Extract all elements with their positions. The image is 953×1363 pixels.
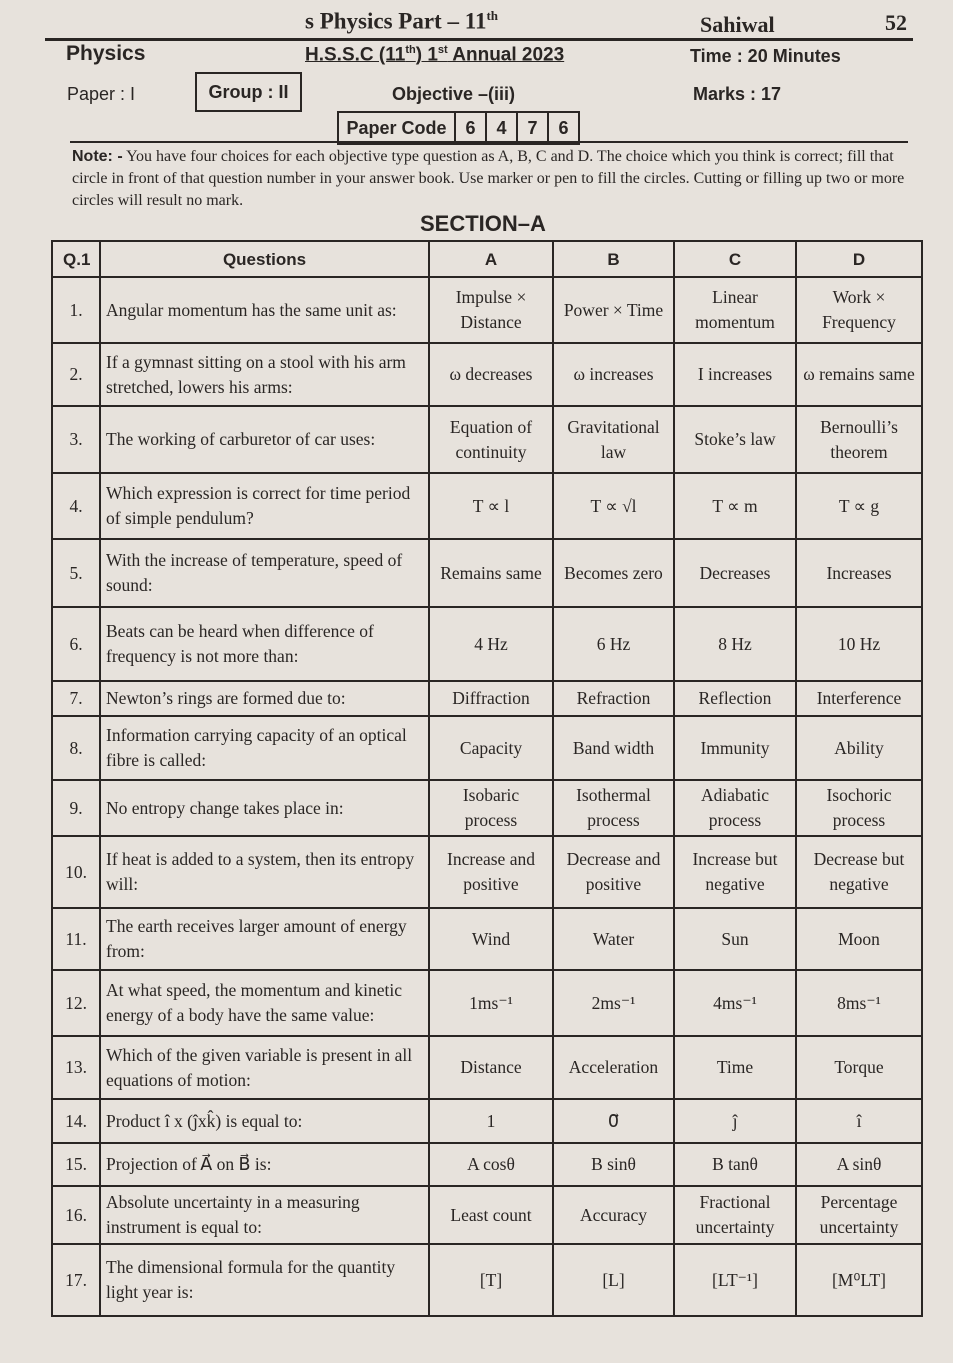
option-d: Increases [796,539,922,607]
question-text: The earth receives larger amount of energy from: [100,908,429,970]
question-number: 5. [52,539,100,607]
question-text: Angular momentum has the same unit as: [100,277,429,343]
page-number: 52 [885,10,907,35]
question-text: At what speed, the momentum and kinetic energy of a body have the same value: [100,970,429,1036]
question-text: Absolute uncertainty in a measuring instrument is equal to: [100,1186,429,1244]
question-text: The working of carburetor of car uses: [100,406,429,473]
header-option-b: B [553,241,674,277]
question-number: 4. [52,473,100,539]
option-d: Percentage uncertainty [796,1186,922,1244]
option-b: Power × Time [553,277,674,343]
option-b: Becomes zero [553,539,674,607]
option-a: ω decreases [429,343,553,406]
group-box: Group : II [195,72,302,112]
option-a: 1 [429,1099,553,1143]
table-row [52,277,922,343]
option-a: Least count [429,1186,553,1244]
option-d: î [796,1099,922,1143]
instructions-note [72,146,907,212]
question-number: 17. [52,1244,100,1316]
table-row [52,539,922,607]
option-d: 10 Hz [796,607,922,681]
header-option-d: D [796,241,922,277]
board-city: Sahiwal [700,12,775,37]
question-number: 14. [52,1099,100,1143]
option-c: Time [674,1036,796,1099]
table-row [52,1186,922,1244]
question-number: 16. [52,1186,100,1244]
option-d: T ∝ g [796,473,922,539]
question-number: 12. [52,970,100,1036]
question-number: 6. [52,607,100,681]
paper-code-digit: 6 [456,113,487,143]
option-a: Isobaric process [429,780,553,836]
questions-table [51,240,923,1317]
option-b: Water [553,908,674,970]
option-c: Reflection [674,681,796,716]
header-qnum: Q.1 [52,241,100,277]
option-c: ĵ [674,1099,796,1143]
option-a: Distance [429,1036,553,1099]
option-b: Refraction [553,681,674,716]
option-b: B sinθ [553,1143,674,1186]
option-a: Wind [429,908,553,970]
option-d: Moon [796,908,922,970]
note-label: Note: - [72,148,123,165]
header-option-a: A [429,241,553,277]
option-c: I increases [674,343,796,406]
option-b: 2ms⁻¹ [553,970,674,1036]
option-a: T ∝ l [429,473,553,539]
option-c: 4ms⁻¹ [674,970,796,1036]
option-d: Torque [796,1036,922,1099]
question-number: 13. [52,1036,100,1099]
option-c: Sun [674,908,796,970]
note-text: You have four choices for each objective type question as A, B, C and D. The choice which you think is correct; fill that circle in front of that question number in your answer book. Use marker or pen to fill the circles. Cutting or filling up two or more circles will result no mark. [72,148,905,209]
option-d: ω remains same [796,343,922,406]
option-c: B tanθ [674,1143,796,1186]
option-a: [T] [429,1244,553,1316]
option-b: Isothermal process [553,780,674,836]
paper-code-box [337,111,580,145]
option-b: 0⃗ [553,1099,674,1143]
option-d: Isochoric process [796,780,922,836]
question-number: 1. [52,277,100,343]
question-number: 11. [52,908,100,970]
table-row [52,406,922,473]
option-b: Accuracy [553,1186,674,1244]
question-number: 8. [52,716,100,780]
header-questions: Questions [100,241,429,277]
option-b: T ∝ √l [553,473,674,539]
option-d: Decrease but negative [796,836,922,908]
table-row [52,970,922,1036]
table-row [52,908,922,970]
question-text: Which of the given variable is present in all equations of motion: [100,1036,429,1099]
option-d: Ability [796,716,922,780]
option-d: [M⁰LT] [796,1244,922,1316]
table-row [52,1244,922,1316]
question-text: No entropy change takes place in: [100,780,429,836]
note-divider [70,141,908,143]
option-b: Gravitational law [553,406,674,473]
table-row [52,681,922,716]
question-number: 7. [52,681,100,716]
option-a: 4 Hz [429,607,553,681]
question-text: Newton’s rings are formed due to: [100,681,429,716]
header-divider [45,38,913,41]
option-d: Interference [796,681,922,716]
question-text: Product î x (ĵxk̂) is equal to: [100,1099,429,1143]
table-row [52,836,922,908]
option-c: Increase but negative [674,836,796,908]
subject-title: Physics [66,42,146,65]
page-header [0,0,953,40]
option-c: Fractional uncertainty [674,1186,796,1244]
book-title: s Physics Part – 11th [305,8,499,34]
option-b: Band width [553,716,674,780]
question-number: 9. [52,780,100,836]
option-c: Linear momentum [674,277,796,343]
question-text: The dimensional formula for the quantity light year is: [100,1244,429,1316]
time-allowed: Time : 20 Minutes [690,46,841,66]
table-row [52,1036,922,1099]
question-number: 15. [52,1143,100,1186]
table-row [52,716,922,780]
paper-code-label: Paper Code [339,113,456,143]
exam-title: H.S.S.C (11th) 1st Annual 2023 [305,44,565,66]
option-b: Acceleration [553,1036,674,1099]
question-text: Which expression is correct for time period of simple pendulum? [100,473,429,539]
paper-code-digit: 7 [518,113,549,143]
option-d: Work × Frequency [796,277,922,343]
paper-code-digit: 6 [558,117,569,138]
section-title: SECTION–A [420,211,546,236]
option-c: [LT⁻¹] [674,1244,796,1316]
question-text: Information carrying capacity of an optical fibre is called: [100,716,429,780]
question-number: 2. [52,343,100,406]
question-text: If heat is added to a system, then its entropy will: [100,836,429,908]
option-b: ω increases [553,343,674,406]
table-row [52,607,922,681]
question-text: Beats can be heard when difference of frequency is not more than: [100,607,429,681]
question-text: With the increase of temperature, speed of sound: [100,539,429,607]
option-a: A cosθ [429,1143,553,1186]
option-c: Adiabatic process [674,780,796,836]
option-c: 8 Hz [674,607,796,681]
option-a: Equation of continuity [429,406,553,473]
option-a: Impulse × Distance [429,277,553,343]
table-row [52,343,922,406]
option-d: 8ms⁻¹ [796,970,922,1036]
option-a: Capacity [429,716,553,780]
question-text: Projection of A⃗ on B⃗ is: [100,1143,429,1186]
question-number: 3. [52,406,100,473]
option-a: Diffraction [429,681,553,716]
paper-code-digit: 4 [487,113,518,143]
option-a: Increase and positive [429,836,553,908]
option-c: Stoke’s law [674,406,796,473]
objective-label: Objective –(iii) [392,84,516,104]
header-option-c: C [674,241,796,277]
option-d: Bernoulli’s theorem [796,406,922,473]
table-header-row [52,241,922,277]
table-row [52,780,922,836]
paper-label: Paper : I [67,84,136,104]
total-marks: Marks : 17 [693,84,782,104]
table-row [52,473,922,539]
option-b: Decrease and positive [553,836,674,908]
question-text: If a gymnast sitting on a stool with his arm stretched, lowers his arms: [100,343,429,406]
option-c: Decreases [674,539,796,607]
table-row [52,1099,922,1143]
option-c: Immunity [674,716,796,780]
option-b: 6 Hz [553,607,674,681]
option-a: Remains same [429,539,553,607]
option-d: A sinθ [796,1143,922,1186]
question-number: 10. [52,836,100,908]
table-row [52,1143,922,1186]
option-c: T ∝ m [674,473,796,539]
option-a: 1ms⁻¹ [429,970,553,1036]
option-b: [L] [553,1244,674,1316]
